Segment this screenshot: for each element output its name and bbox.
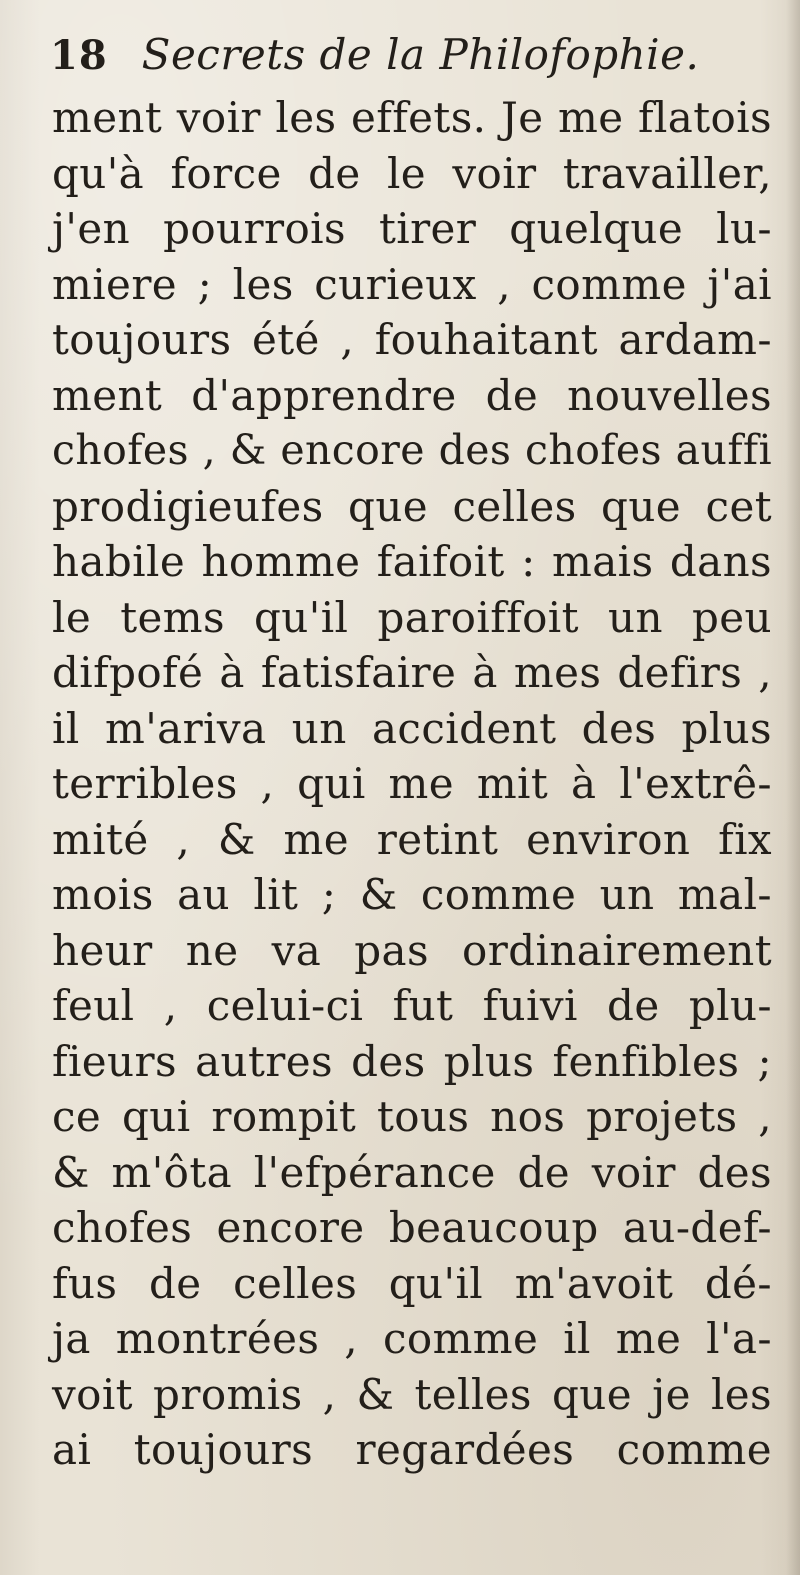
text-line: prodigieufes que celles que cet	[52, 481, 772, 531]
text-line: heur ne va pas ordinairement	[52, 925, 772, 975]
text-line: & m'ôta l'efpérance de voir des	[52, 1147, 772, 1197]
text-line: feul , celui-ci fut fuivi de plu-	[52, 981, 772, 1030]
text-line: mité , & me retint environ fix	[52, 814, 772, 864]
text-line: ja montrées , comme il me l'a-	[52, 1314, 772, 1363]
text-line: fus de celles qu'il m'avoit dé-	[52, 1258, 772, 1308]
text-line: ai toujours regardées comme	[52, 1425, 772, 1474]
page-number: 18	[50, 32, 108, 79]
text-line: ment voir les effets. Je me flatois	[52, 93, 772, 142]
text-line: ment d'apprendre de nouvelles	[52, 370, 772, 420]
text-line: qu'à force de le voir travailler,	[52, 148, 772, 198]
text-line: chofes , & encore des chofes auffi	[52, 426, 772, 474]
text-line: voit promis , & telles que je les	[52, 1369, 772, 1419]
text-line: difpofé à fatisfaire à mes defirs ,	[52, 648, 772, 697]
text-line: chofes encore beaucoup au-def-	[52, 1203, 772, 1252]
text-line: il m'ariva un accident des plus	[52, 703, 772, 753]
text-line: toujours été , fouhaitant ardam-	[52, 315, 772, 364]
text-line: fieurs autres des plus fenfibles ;	[52, 1036, 772, 1086]
text-line: le tems qu'il paroiffoit un peu	[52, 592, 772, 642]
text-line: ce qui rompit tous nos projets ,	[52, 1092, 772, 1141]
page-edge-shadow	[786, 0, 800, 1575]
text-line: terribles , qui me mit à l'extrê-	[52, 759, 772, 808]
page-header	[50, 30, 699, 90]
text-line: miere ; les curieux , comme j'ai	[52, 259, 772, 309]
body-text	[52, 90, 772, 1478]
text-line: mois au lit ; & comme un mal-	[52, 870, 772, 919]
text-line: habile homme faifoit : mais dans	[52, 537, 772, 586]
running-title: Secrets de la Philofophie.	[141, 30, 700, 79]
text-line: j'en pourrois tirer quelque lu-	[52, 204, 772, 253]
